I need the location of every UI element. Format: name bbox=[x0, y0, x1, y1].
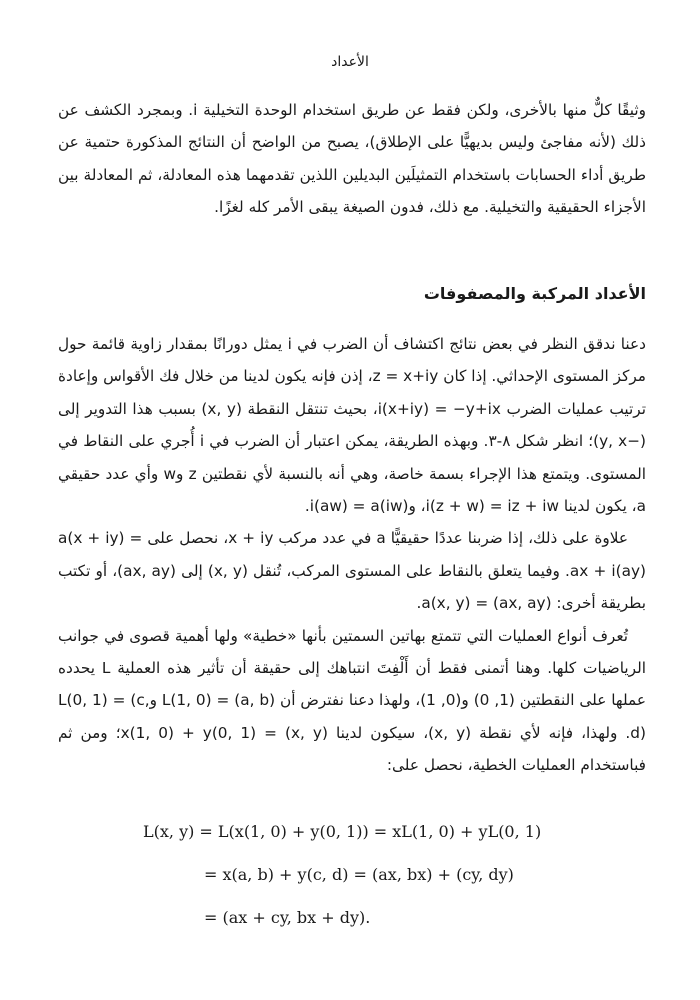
section-text-block bbox=[58, 328, 646, 782]
running-header: الأعداد bbox=[331, 54, 369, 70]
section-paragraph-3: تُعرف أنواع العمليات التي تتمتع بهاتين السمتين بأنها «خطية» ولها أهمية قصوى في جوانب الرياضيات كلها. وهنا أتمنى فقط أن أَلْفِتَ انتباهك إلى حقيقة أن تأثير هذه العملية L يحدده عملها على النقطتين (1, 0) و(0, 1)، ولهذا دعنا نفترض أن L(1, 0) = (a, b) وL(0, 1) = (c, d). ولهذا، فإنه لأي نقطة (x, y)، سيكون لدينا (x, y) = x(1, 0) + y(0, 1)؛ ومن ثم فباستخدام العمليات الخطية، نحصل على: bbox=[58, 626, 647, 775]
section-paragraph-2: علاوة على ذلك، إذا ضربنا عددًا حقيقيًّا a في عدد مركب x + iy، نحصل على a(x + iy) = ax + i(ay). وفيما يتعلق بالنقاط على المستوى المركب، تُنقل (x, y) إلى (ax, ay)، أو تكتب بطريقة أخرى: a(x, y) = (ax, ay). bbox=[58, 529, 646, 613]
equation-line-2: = x(a, b) + y(c, d) = (ax, bx) + (cy, dy) bbox=[204, 865, 514, 884]
equation-line-3: = (ax + cy, bx + dy). bbox=[204, 908, 371, 927]
section-paragraph-1: دعنا ندقق النظر في بعض نتائج اكتشاف أن الضرب في i يمثل دورانًا بمقدار زاوية قائمة حول مركز المستوى الإحداثي. إذا كان z = x+iy، إذن فإنه يكون لدينا من خلال فك الأقواس وإعادة ترتيب عمليات الضرب i(x+iy) = −y+ix، بحيث تنتقل النقطة (x, y) بسبب هذا التدوير إلى (−y, x)؛ انظر شكل ٨-٣. وبهذه الطريقة، يمكن اعتبار أن الضرب في i أُجري على النقاط في المستوى. ويتمتع هذا الإجراء بسمة خاصة، وهي أنه بالنسبة لأي نقطتين z وw وأي عدد حقيقي a، يكون لدينا i(z + w) = iz + iw، وi(aw) = a(iw). bbox=[58, 335, 647, 516]
intro-text-block bbox=[58, 94, 646, 224]
intro-paragraph: وثيقًا كلٌّ منها بالأخرى، ولكن فقط عن طريق استخدام الوحدة التخيلية i. وبمجرد الكشف عن ذلك (لأنه مفاجئ وليس بديهيًّا على الإطلاق)، يصبح من الواضح أن النتائج المذكورة حتمية عن طريق أداء الحسابات باستخدام التمثيلَين البديلين اللذين تقدمهما هذه المعادلة، ثم المعادلة بين الأجزاء الحقيقية والتخيلية. مع ذلك، فدون الصيغة يبقى الأمر كله لغزًا. bbox=[58, 101, 646, 217]
section-heading: الأعداد المركبة والمصفوفات bbox=[423, 284, 646, 303]
equation-line-1: L(x, y) = L(x(1, 0) + y(0, 1)) = xL(1, 0) + yL(0, 1) bbox=[143, 822, 542, 841]
